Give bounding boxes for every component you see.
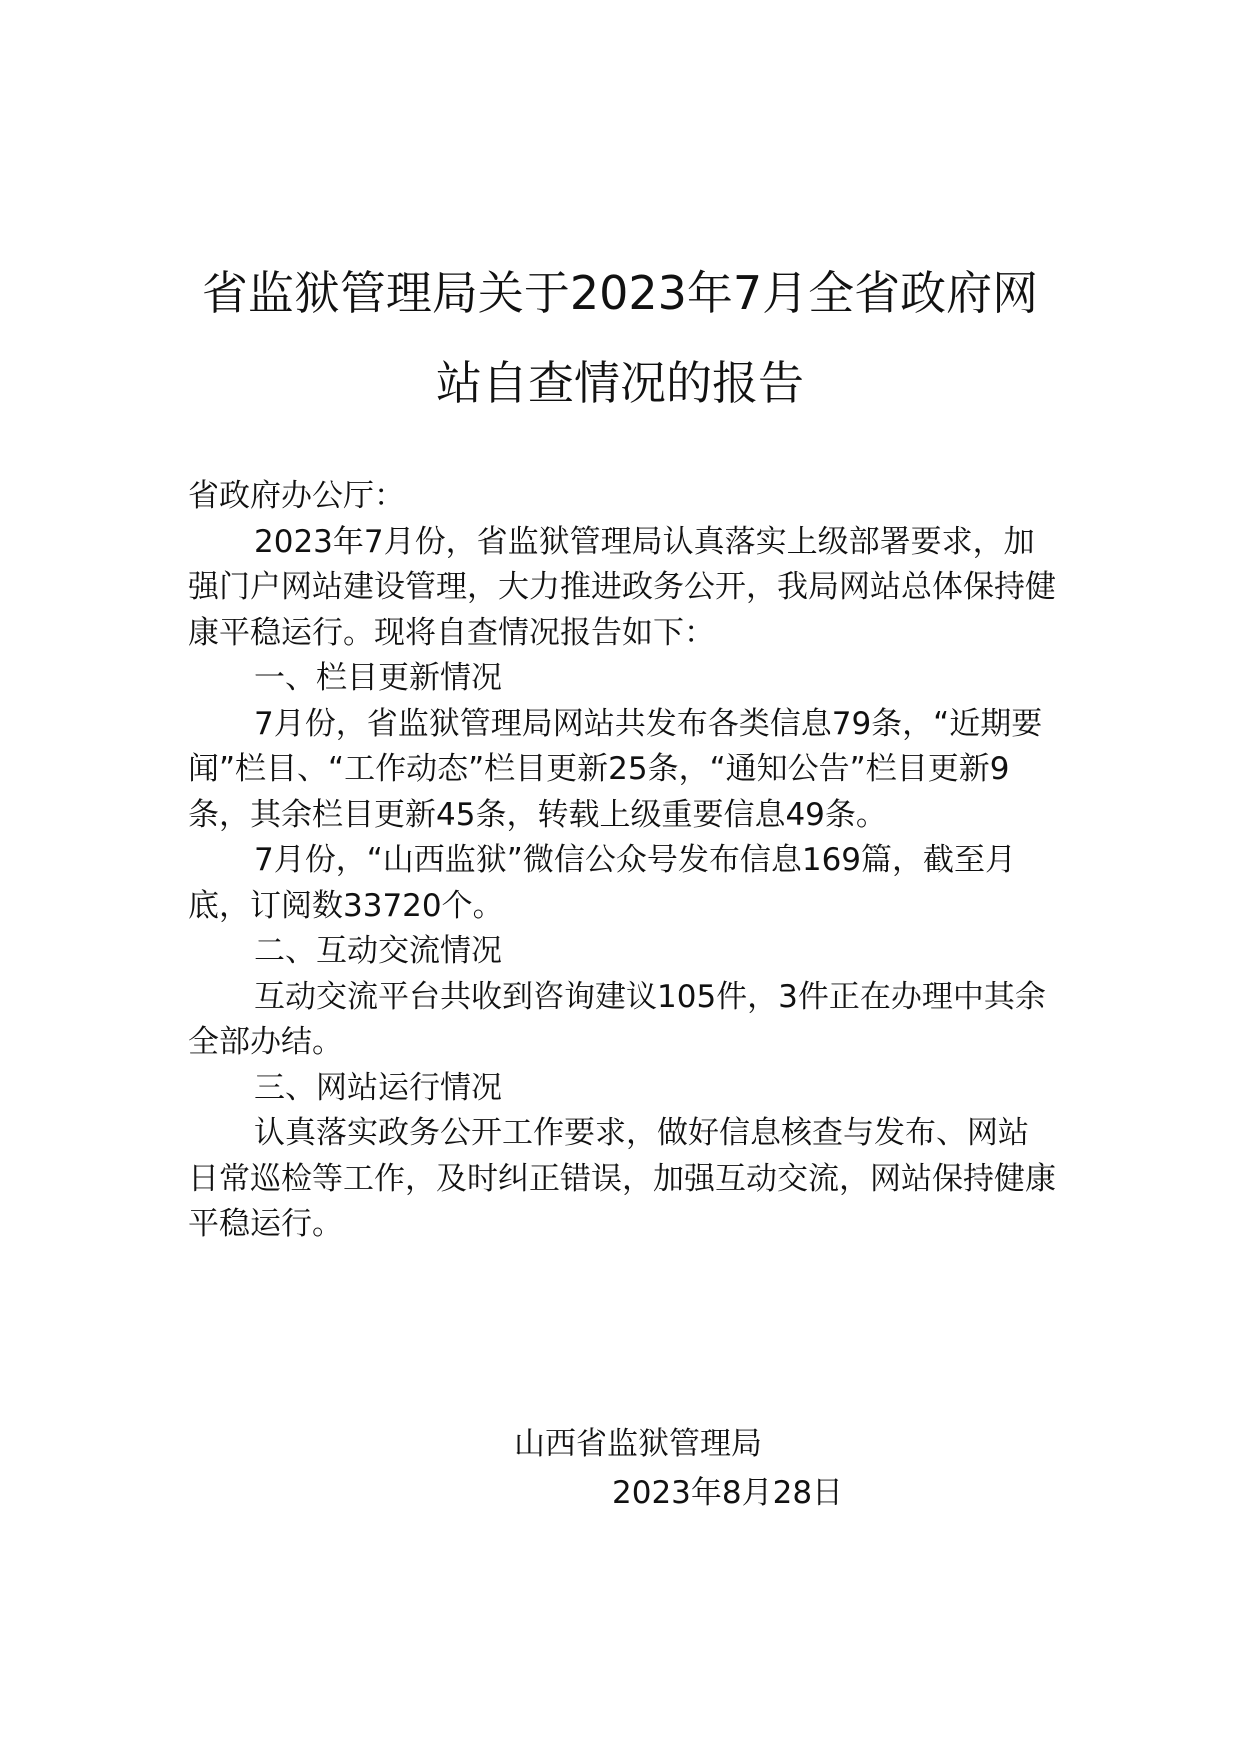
salutation: 省政府办公厅： [188, 478, 405, 514]
document-body [188, 474, 1058, 1248]
section-1-heading: 一、栏目更新情况 [254, 660, 502, 696]
signature-organization: 山西省监狱管理局 [514, 1426, 762, 1462]
document-title-line-2: 站自查情况的报告 [436, 356, 804, 410]
section-1-paragraph-1: 7月份，省监狱管理局网站共发布各类信息79条，“近期要闻”栏目、“工作动态”栏目更新25条，“通知公告”栏目更新9条，其余栏目更新45条，转载上级重要信息49条。 [188, 705, 1043, 833]
document-title-line-1: 省监狱管理局关于2023年7月全省政府网 [201, 266, 1039, 320]
section-1-paragraph-2: 7月份，“山西监狱”微信公众号发布信息169篇，截至月底，订阅数33720个。 [188, 842, 1017, 924]
section-3-paragraph-1: 认真落实政务公开工作要求，做好信息核查与发布、网站日常巡检等工作，及时纠正错误，加强互动交流，网站保持健康平稳运行。 [188, 1115, 1056, 1242]
section-3-heading: 三、网站运行情况 [254, 1069, 502, 1106]
intro-paragraph: 2023年7月份，省监狱管理局认真落实上级部署要求，加强门户网站建设管理，大力推进政务公开，我局网站总体保持健康平稳运行。现将自查情况报告如下： [188, 523, 1056, 651]
section-2-heading: 二、互动交流情况 [254, 933, 502, 969]
section-2-paragraph-1: 互动交流平台共收到咨询建议105件，3件正在办理中其余全部办结。 [188, 978, 1046, 1060]
signature-date: 2023年8月28日 [612, 1475, 844, 1511]
